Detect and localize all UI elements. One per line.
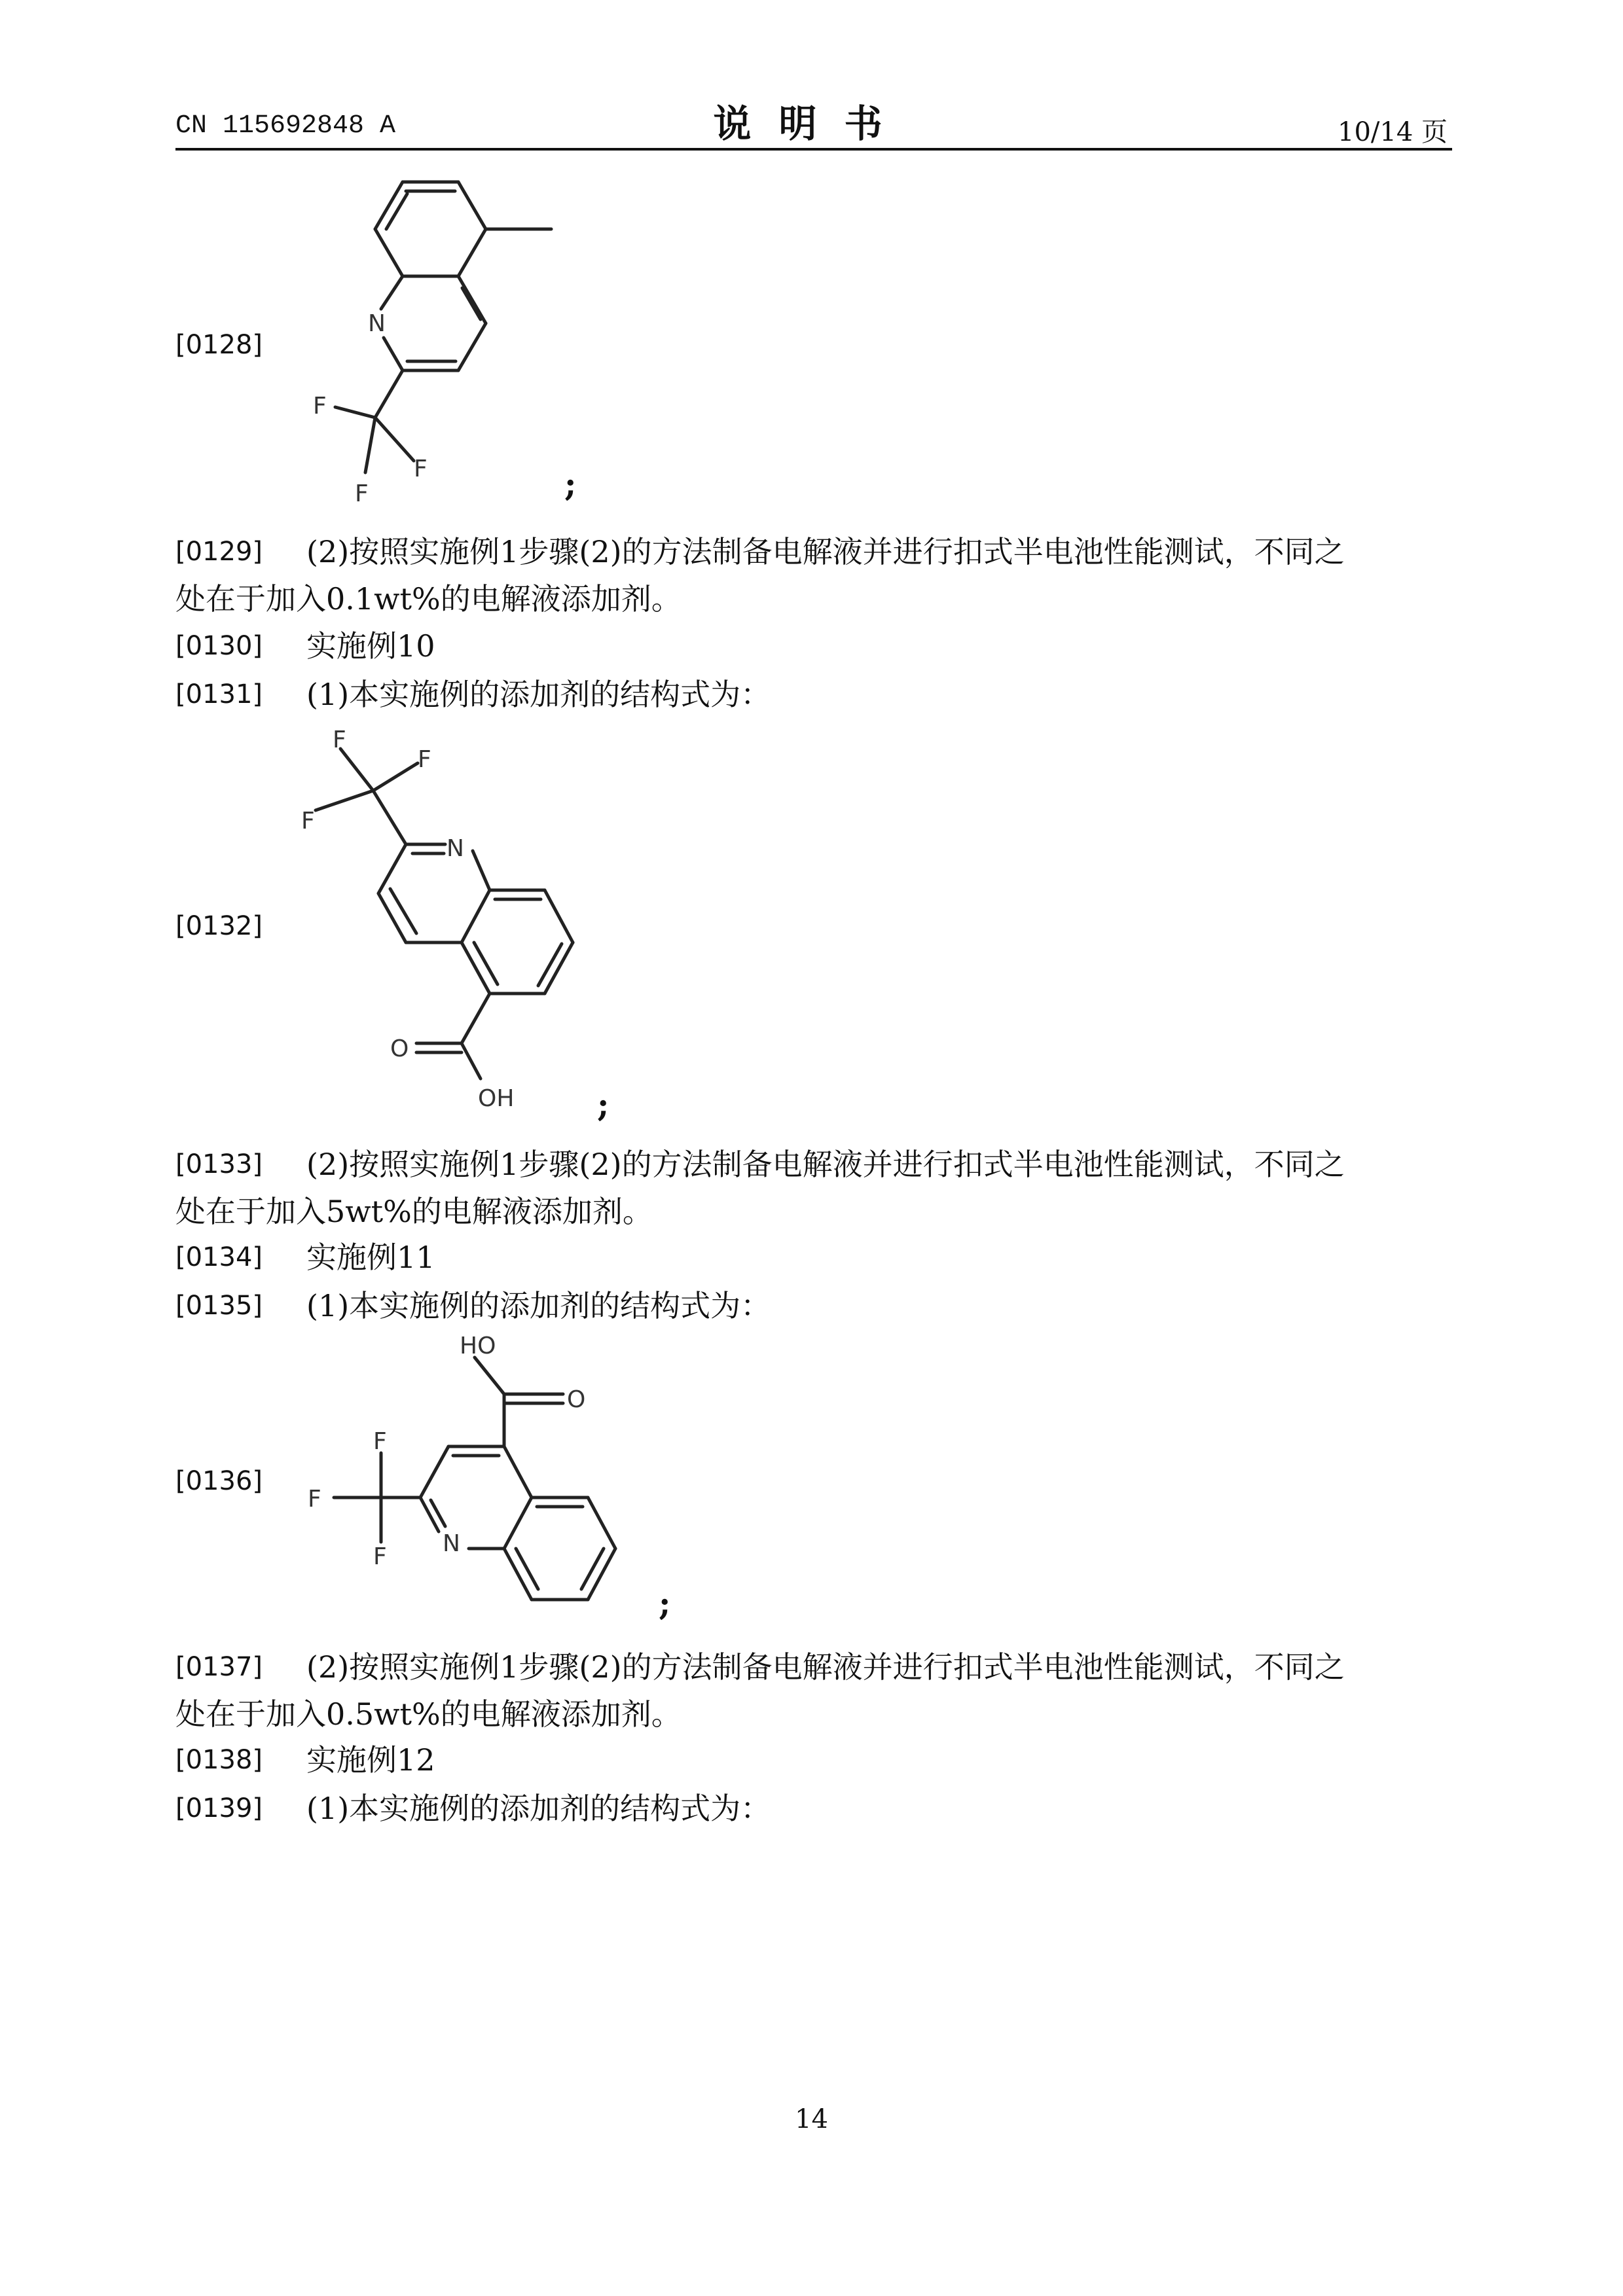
bond bbox=[386, 194, 407, 229]
bond bbox=[516, 1549, 538, 1589]
bond bbox=[462, 890, 490, 942]
structure-1-diagram bbox=[313, 170, 602, 511]
bond bbox=[588, 1498, 615, 1549]
atom-label: F bbox=[418, 746, 431, 773]
bond bbox=[462, 994, 490, 1043]
atom-label: N bbox=[368, 310, 386, 337]
bond bbox=[378, 893, 406, 942]
bond bbox=[462, 942, 490, 994]
bond bbox=[381, 276, 403, 309]
atom-label: F bbox=[355, 480, 369, 507]
atom-label: F bbox=[333, 726, 346, 753]
section-title: 说明书 bbox=[713, 101, 910, 146]
bond bbox=[316, 791, 373, 810]
structure-terminator: ; bbox=[659, 1584, 671, 1623]
paragraph-text-continued: 处在于加入0.1wt%的电解液添加剂。 bbox=[175, 581, 682, 617]
atom-label: N bbox=[443, 1530, 460, 1557]
bond bbox=[390, 889, 416, 933]
bond bbox=[384, 338, 403, 370]
bond bbox=[504, 1498, 532, 1549]
paragraph-text: (1)本实施例的添加剂的结构式为： bbox=[306, 1791, 771, 1826]
bond bbox=[462, 288, 481, 319]
bond bbox=[375, 370, 403, 418]
paragraph-number: [0133] bbox=[175, 1149, 263, 1179]
atom-label: F bbox=[308, 1486, 321, 1513]
bond bbox=[462, 1043, 481, 1079]
bond bbox=[335, 407, 375, 418]
paragraph-number: [0130] bbox=[175, 631, 263, 661]
atom-label: F bbox=[301, 808, 315, 834]
bond bbox=[458, 229, 486, 276]
atom-label: OH bbox=[478, 1085, 515, 1112]
bond bbox=[378, 844, 406, 893]
paragraph-number: [0136] bbox=[175, 1466, 263, 1496]
page-number: 14 bbox=[795, 2104, 828, 2134]
structure-2-diagram bbox=[301, 726, 615, 1126]
paragraph-text: (2)按照实施例1步骤(2)的方法制备电解液并进行扣式半电池性能测试，不同之 bbox=[306, 1147, 1345, 1182]
paragraph-number: [0132] bbox=[175, 911, 263, 941]
example-heading: 实施例12 bbox=[306, 1742, 435, 1778]
paragraph-text: (2)按照实施例1步骤(2)的方法制备电解液并进行扣式半电池性能测试，不同之 bbox=[306, 534, 1345, 569]
paragraph-text-continued: 处在于加入0.5wt%的电解液添加剂。 bbox=[175, 1696, 682, 1732]
atom-label: F bbox=[373, 1543, 387, 1570]
bond bbox=[588, 1549, 615, 1600]
header-rule bbox=[175, 148, 1452, 151]
paragraph-number: [0129] bbox=[175, 537, 263, 567]
bond bbox=[375, 418, 414, 461]
atom-label: F bbox=[414, 456, 428, 482]
bond bbox=[504, 1549, 532, 1600]
bond bbox=[473, 851, 490, 890]
example-heading: 实施例11 bbox=[306, 1240, 435, 1275]
paragraph-number: [0138] bbox=[175, 1745, 263, 1775]
atom-label: O bbox=[390, 1035, 409, 1062]
bond bbox=[581, 1549, 604, 1589]
paragraph-text: (2)按照实施例1步骤(2)的方法制备电解液并进行扣式半电池性能测试，不同之 bbox=[306, 1649, 1345, 1685]
atom-label: HO bbox=[460, 1333, 496, 1359]
bond bbox=[420, 1498, 439, 1532]
paragraph-text: (1)本实施例的添加剂的结构式为： bbox=[306, 1288, 771, 1323]
paragraph-number: [0139] bbox=[175, 1793, 263, 1823]
structure-terminator: ; bbox=[597, 1085, 610, 1124]
bond bbox=[458, 276, 486, 323]
atom-label: N bbox=[447, 835, 464, 862]
bond bbox=[545, 890, 573, 942]
paragraph-number: [0131] bbox=[175, 679, 263, 709]
paragraph-number: [0135] bbox=[175, 1291, 263, 1321]
bond bbox=[504, 1446, 532, 1498]
page-counter: 10/14 页 bbox=[1338, 117, 1448, 147]
bond bbox=[340, 749, 373, 791]
structure-3-diagram bbox=[308, 1329, 648, 1610]
paragraph-number: [0128] bbox=[175, 330, 263, 360]
bond bbox=[474, 942, 498, 984]
structure-terminator: ; bbox=[564, 465, 577, 503]
bond bbox=[373, 791, 406, 844]
paragraph-number: [0134] bbox=[175, 1242, 263, 1272]
bond bbox=[475, 1357, 504, 1394]
paragraph-text: (1)本实施例的添加剂的结构式为： bbox=[306, 677, 771, 712]
bond bbox=[458, 182, 486, 229]
atom-label: F bbox=[313, 393, 327, 420]
bond bbox=[420, 1446, 448, 1498]
bond bbox=[538, 944, 562, 986]
paragraph-text-continued: 处在于加入5wt%的电解液添加剂。 bbox=[175, 1194, 653, 1229]
example-heading: 实施例10 bbox=[306, 628, 435, 664]
bond bbox=[458, 323, 486, 370]
bond bbox=[365, 418, 375, 473]
paragraph-number: [0137] bbox=[175, 1652, 263, 1682]
atom-label: F bbox=[373, 1428, 387, 1455]
bond bbox=[373, 763, 418, 791]
publication-number: CN 115692848 A bbox=[175, 111, 396, 141]
atom-label: O bbox=[567, 1386, 586, 1413]
bond bbox=[375, 229, 403, 276]
